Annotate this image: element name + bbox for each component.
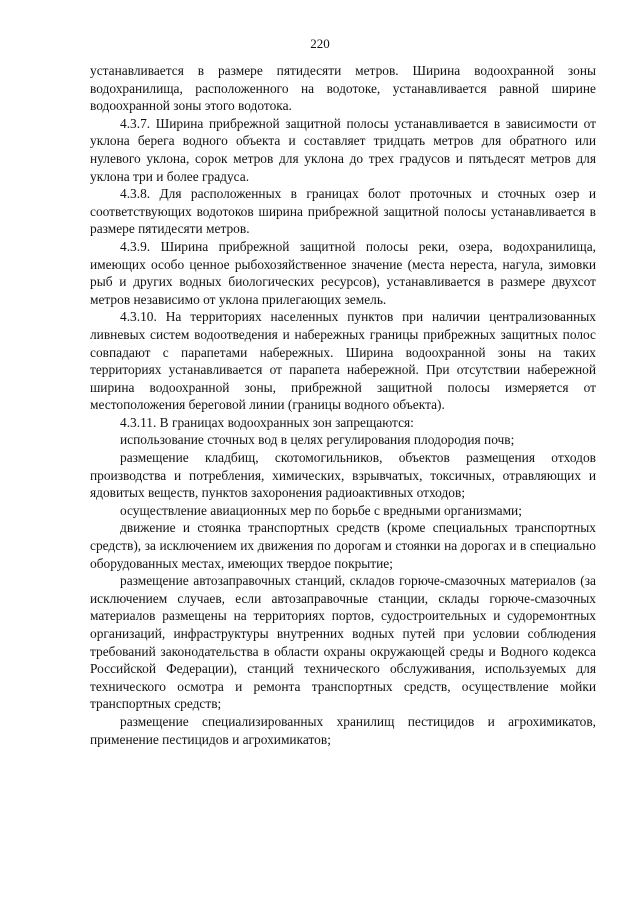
page-number: 220 [310,36,330,51]
prohibition-item: размещение специализированных хранилищ пестицидов и агрохимикатов, применение пестицидов и агрохимикатов; [90,713,596,747]
prohibition-item: размещение автозаправочных станций, складов горюче-смазочных материалов (за исключением случаев, если автозаправочные станции, склады горюче-смазочных материалов размещены на территориях портов, судостроительных и судоремонтных организаций, инфраструктуры внутренних водных путей при условии соблюдения требований законодательства в области охраны окружающей среды и Водного кодекса Российской Федерации), станций технического обслуживания, используемых для технического осмотра и ремонта транспортных средств, осуществление мойки транспортных средств; [90,573,596,712]
paragraph-4-3-10: 4.3.10. На территориях населенных пунктов при наличии централизованных ливневых систем водоотведения и набережных границы прибрежных защитных полос совпадают с парапетами набережных. Ширина водоохранной зоны на таких территориях устанавливается от парапета набережной. При отсутствии набережной ширина водоохранной зоны, прибрежной защитной полосы измеряется от местоположения береговой линии (границы водного объекта). [90,309,596,413]
paragraph-continuation: устанавливается в размере пятидесяти метров. Ширина водоохранной зоны водохранилища, расположенного на водотоке, устанавливается равной ширине водоохранной зоны этого водотока. [90,63,596,114]
prohibition-item: использование сточных вод в целях регулирования плодородия почв; [120,432,515,448]
paragraph-4-3-8: 4.3.8. Для расположенных в границах болот проточных и сточных озер и соответствующих водотоков ширина прибрежной защитной полосы устанавливается в размере пятидесяти метров. [90,186,596,237]
body-text [90,62,596,748]
prohibition-item: размещение кладбищ, скотомогильников, объектов размещения отходов производства и потребления, химических, взрывчатых, токсичных, отравляющих и ядовитых веществ, пунктов захоронения радиоактивных отходов; [90,450,596,501]
paragraph-4-3-11: 4.3.11. В границах водоохранных зон запрещаются: [120,414,414,430]
paragraph-4-3-9: 4.3.9. Ширина прибрежной защитной полосы реки, озера, водохранилища, имеющих особо ценное рыбохозяйственное значение (места нереста, нагула, зимовки рыб и других водных биологических ресурсов), устанавливается в размере двухсот метров независимо от уклона прилегающих земель. [90,238,596,307]
paragraph-4-3-7: 4.3.7. Ширина прибрежной защитной полосы устанавливается в зависимости от уклона берега водного объекта и составляет тридцать метров для обратного или нулевого уклона, сорок метров для уклона до трех градусов и пятьдесят метров для уклона три и более градуса. [90,115,596,184]
prohibition-item: осуществление авиационных мер по борьбе с вредными организмами; [120,502,522,518]
prohibition-item: движение и стоянка транспортных средств (кроме специальных транспортных средств), за исключением их движения по дорогам и стоянки на дорогах и в специально оборудованных местах, имеющих твердое покрытие; [90,520,596,571]
